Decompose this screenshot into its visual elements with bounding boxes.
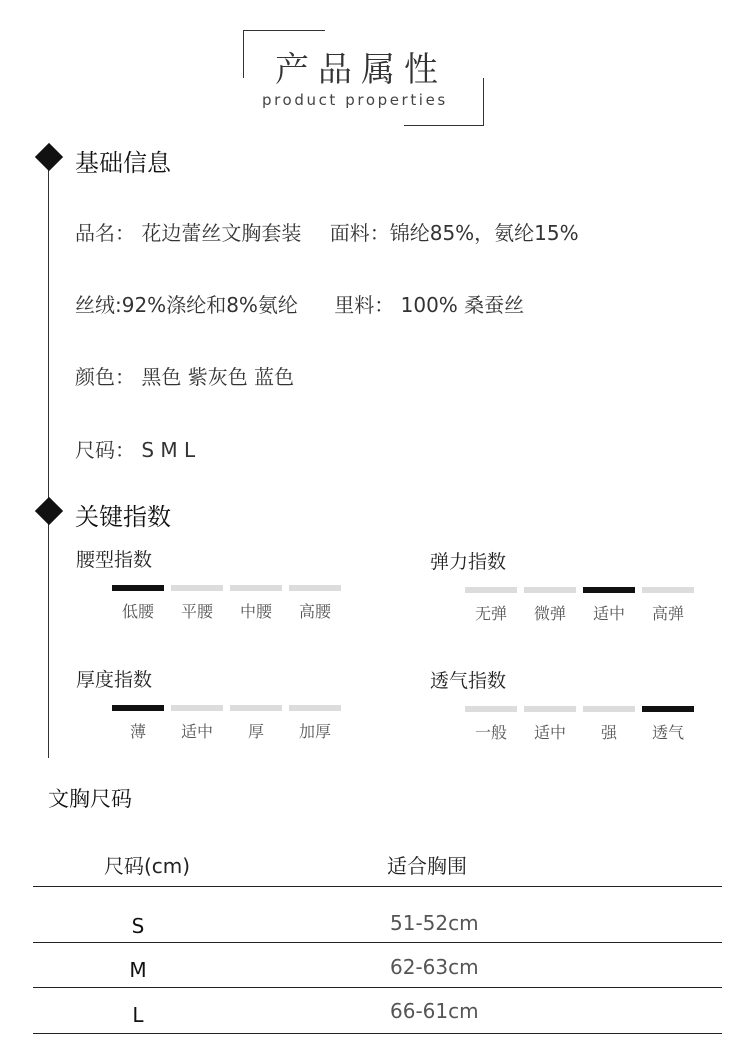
table-row-size: L bbox=[132, 1003, 144, 1027]
index-option bbox=[230, 705, 282, 742]
index-scale-breathability bbox=[465, 706, 694, 743]
index-bar bbox=[289, 585, 341, 591]
index-option bbox=[289, 585, 341, 622]
table-row-value: 66-61cm bbox=[390, 999, 479, 1023]
product-name: 品名： 花边蕾丝文胸套装 bbox=[75, 221, 302, 245]
info-line-name-fabric bbox=[75, 217, 579, 246]
index-option-label: 透气 bbox=[651, 723, 684, 742]
table-divider bbox=[33, 942, 722, 943]
key-indices-heading: 关键指数 bbox=[75, 503, 171, 531]
index-option bbox=[112, 705, 164, 742]
index-option bbox=[524, 587, 576, 624]
index-bar bbox=[289, 705, 341, 711]
index-option bbox=[583, 706, 635, 743]
basic-info-heading: 基础信息 bbox=[75, 149, 171, 177]
index-bar bbox=[465, 587, 517, 593]
index-option bbox=[171, 585, 223, 622]
index-option-label: 适中 bbox=[533, 723, 566, 742]
index-option-label: 强 bbox=[600, 723, 617, 742]
index-option bbox=[642, 587, 694, 624]
index-title-thickness: 厚度指数 bbox=[76, 669, 153, 691]
page-title: 产品属性 bbox=[275, 50, 447, 90]
velvet: 丝绒:92%涤纶和8%氨纶 bbox=[75, 293, 298, 317]
index-bar bbox=[230, 585, 282, 591]
index-title-elasticity: 弹力指数 bbox=[430, 551, 507, 573]
table-row-size: M bbox=[129, 958, 147, 982]
table-divider bbox=[33, 1033, 722, 1034]
table-divider bbox=[33, 886, 722, 887]
index-option-label: 适中 bbox=[592, 604, 625, 623]
fabric: 面料：锦纶85%，氨纶15% bbox=[329, 221, 579, 245]
index-option bbox=[171, 705, 223, 742]
table-row-size: S bbox=[131, 914, 145, 938]
table-row-value: 62-63cm bbox=[390, 955, 479, 979]
index-option bbox=[524, 706, 576, 743]
index-bar-selected bbox=[583, 587, 635, 593]
bust-column-header: 适合胸围 bbox=[387, 854, 467, 878]
timeline-line bbox=[48, 158, 49, 758]
lining: 里料： 100% 桑蚕丝 bbox=[334, 293, 525, 317]
size-column-header: 尺码(cm) bbox=[104, 854, 191, 878]
index-option bbox=[642, 706, 694, 743]
index-option bbox=[112, 585, 164, 622]
index-option-label: 厚 bbox=[247, 722, 264, 741]
index-scale-waist bbox=[112, 585, 341, 622]
index-bar bbox=[583, 706, 635, 712]
index-option bbox=[289, 705, 341, 742]
index-title-waist: 腰型指数 bbox=[76, 549, 153, 571]
index-option-label: 中腰 bbox=[239, 602, 272, 621]
index-bar bbox=[524, 587, 576, 593]
index-option-label: 适中 bbox=[180, 722, 213, 741]
index-option-label: 高腰 bbox=[298, 602, 331, 621]
info-line-velvet-lining bbox=[75, 289, 524, 318]
index-scale-elasticity bbox=[465, 587, 694, 624]
index-option-label: 低腰 bbox=[121, 602, 154, 621]
index-option-label: 无弹 bbox=[474, 604, 507, 623]
index-option bbox=[230, 585, 282, 622]
index-bar-selected bbox=[642, 706, 694, 712]
index-bar bbox=[642, 587, 694, 593]
info-line-colors: 颜色： 黑色 紫灰色 蓝色 bbox=[75, 365, 295, 389]
table-divider bbox=[33, 987, 722, 988]
diamond-bullet-icon bbox=[35, 143, 63, 171]
diamond-bullet-icon bbox=[35, 497, 63, 525]
index-bar bbox=[171, 585, 223, 591]
index-option bbox=[465, 587, 517, 624]
index-bar bbox=[524, 706, 576, 712]
index-bar bbox=[465, 706, 517, 712]
index-option bbox=[583, 587, 635, 624]
index-option-label: 高弹 bbox=[651, 604, 684, 623]
index-bar-selected bbox=[112, 585, 164, 591]
index-option-label: 加厚 bbox=[298, 722, 331, 741]
index-bar bbox=[230, 705, 282, 711]
info-line-sizes: 尺码： S M L bbox=[75, 438, 196, 462]
size-table-title: 文胸尺码 bbox=[48, 787, 132, 811]
table-row-value: 51-52cm bbox=[390, 911, 479, 935]
index-bar bbox=[171, 705, 223, 711]
index-option bbox=[465, 706, 517, 743]
index-option-label: 一般 bbox=[474, 723, 507, 742]
index-option-label: 平腰 bbox=[180, 602, 213, 621]
page-subtitle: product properties bbox=[262, 91, 448, 109]
index-bar-selected bbox=[112, 705, 164, 711]
index-option-label: 薄 bbox=[129, 722, 146, 741]
index-scale-thickness bbox=[112, 705, 341, 742]
index-title-breathability: 透气指数 bbox=[430, 670, 507, 692]
index-option-label: 微弹 bbox=[533, 604, 566, 623]
